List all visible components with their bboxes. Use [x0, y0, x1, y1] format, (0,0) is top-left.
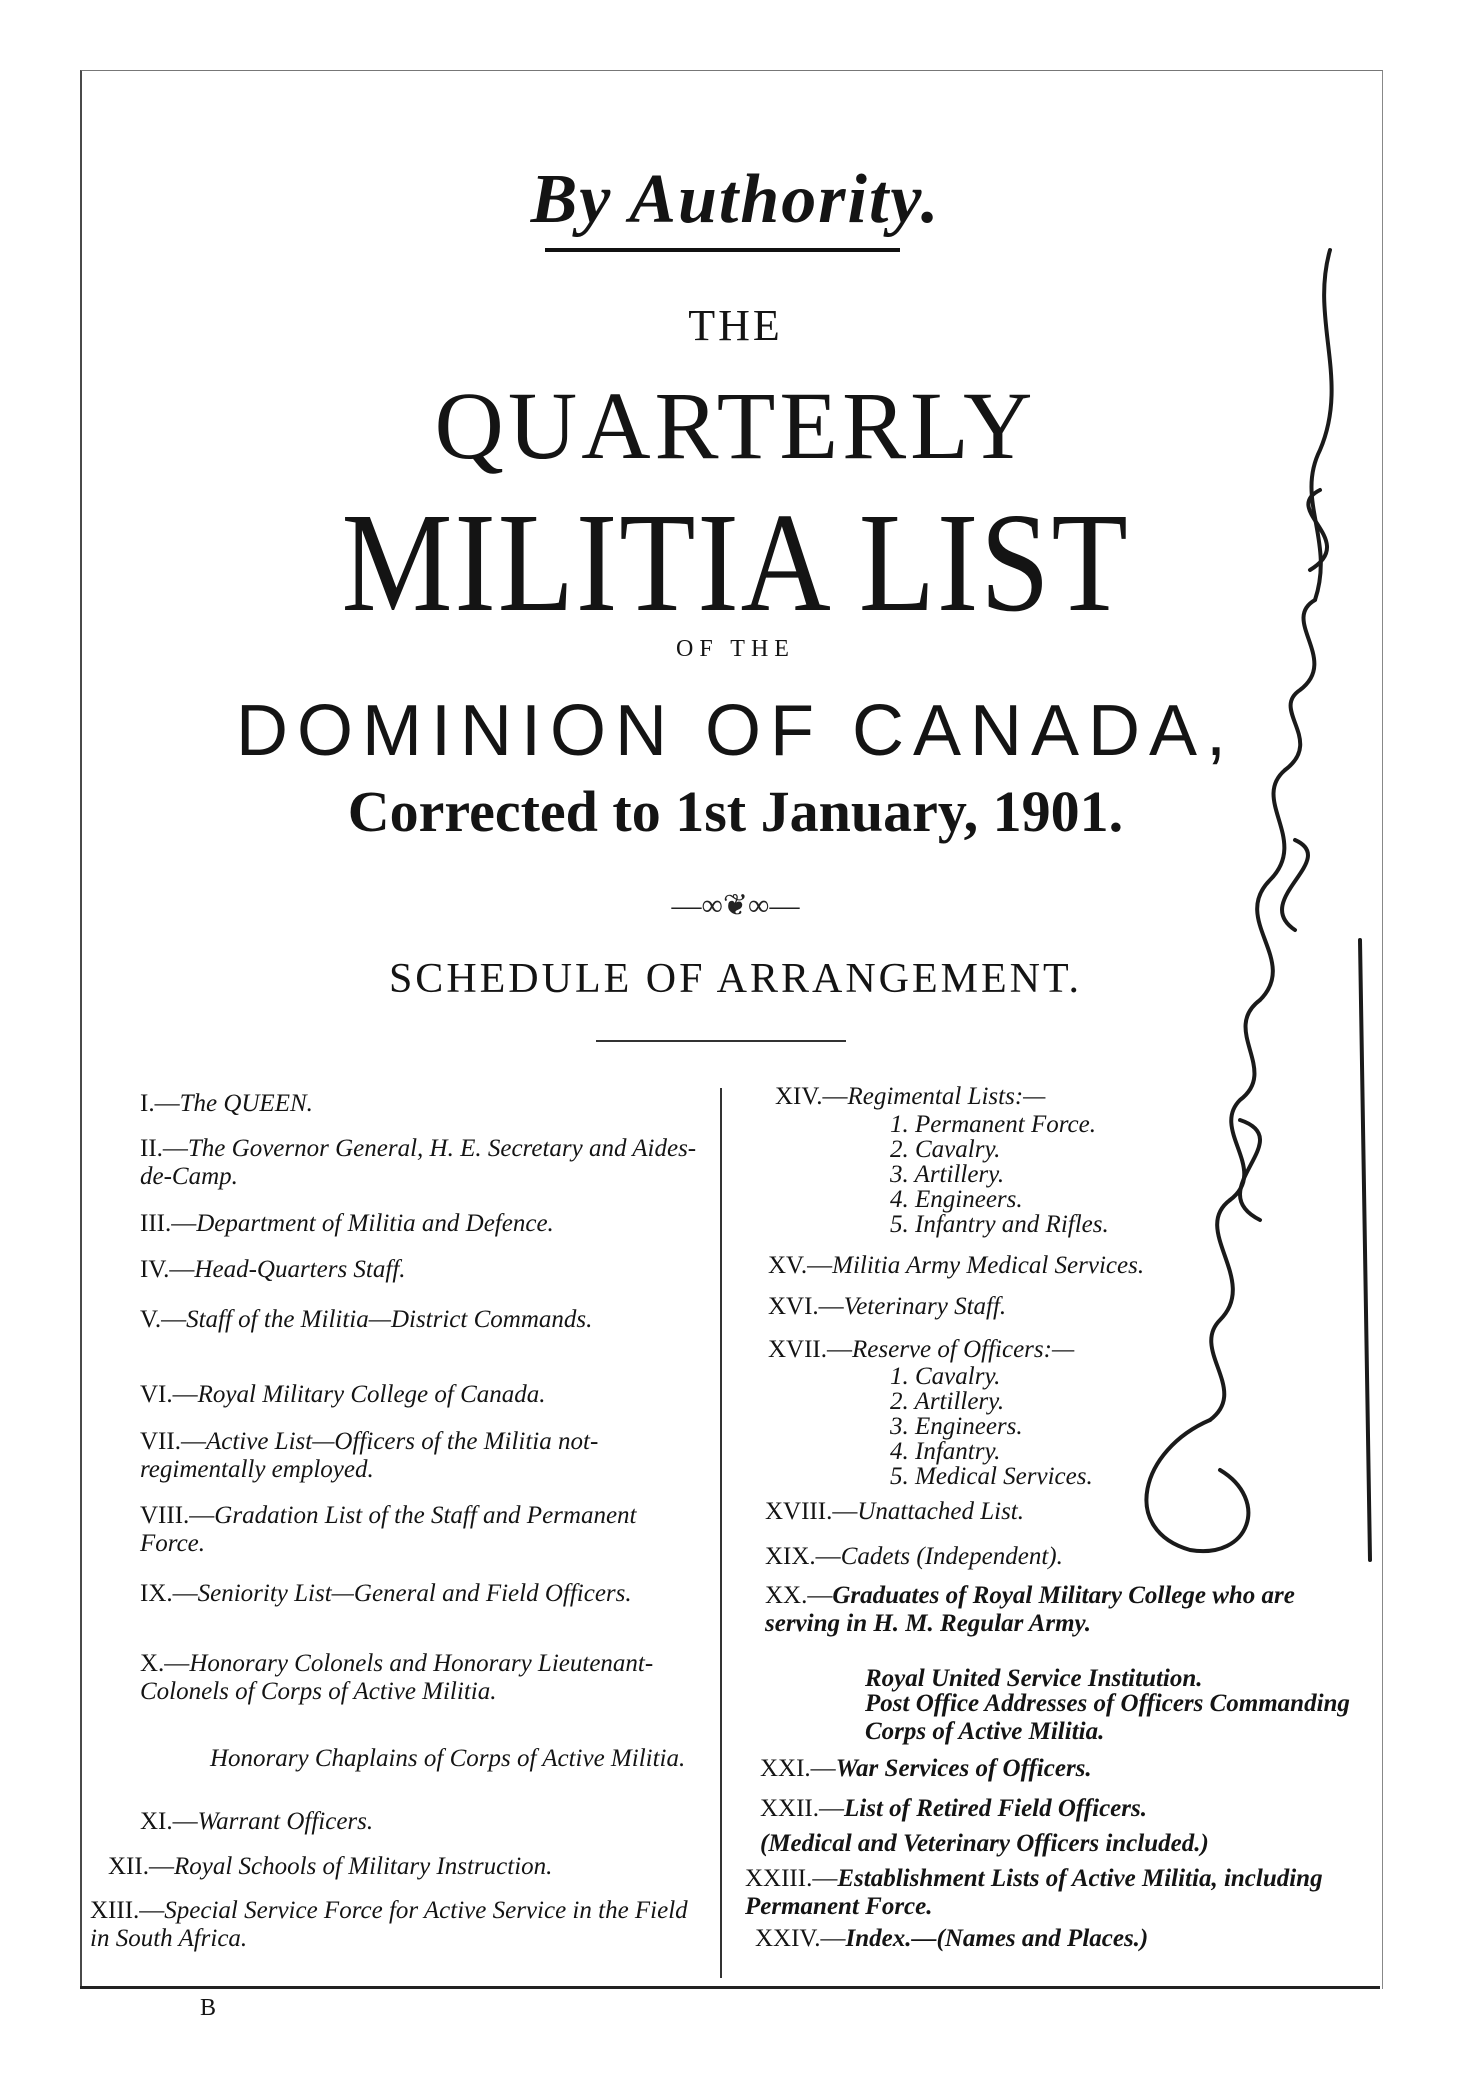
schedule-entry-xiii: XIII.—Special Service Force for Active Service in the Field in South Africa. — [90, 1897, 688, 1952]
schedule-entry-xxi: XXI.—War Services of Officers. — [760, 1755, 1092, 1782]
militia-list-heading: MILITIA LIST — [341, 483, 1130, 641]
the-heading: THE — [688, 301, 783, 350]
of-the-heading: OF THE — [676, 636, 795, 662]
regimental-sublist-item: 1. Permanent Force. — [890, 1111, 1096, 1138]
regimental-sublist-item: 3. Artillery. — [890, 1161, 1005, 1188]
schedule-entry-xviii: XVIII.—Unattached List. — [765, 1498, 1025, 1525]
corrected-date: Corrected to 1st January, 1901. — [347, 779, 1124, 844]
column-divider — [720, 1088, 722, 1978]
handwritten-signature — [1080, 240, 1400, 1580]
schedule-entry-xii: XII.—Royal Schools of Military Instruction. — [108, 1853, 553, 1880]
schedule-entry-viii: VIII.—Gradation List of the Staff and Permanent Force. — [140, 1502, 637, 1557]
schedule-entry-xv: XV.—Militia Army Medical Services. — [768, 1252, 1145, 1279]
schedule-entry-ii: II.—The Governor General, H. E. Secretary and Aides-de-Camp. — [140, 1135, 697, 1190]
reserve-sublist-item: 3. Engineers. — [890, 1413, 1023, 1440]
schedule-entry-xix: XIX.—Cadets (Independent). — [765, 1543, 1063, 1570]
reserve-sublist-item: 1. Cavalry. — [890, 1363, 1001, 1390]
schedule-entry-vii: VII.—Active List—Officers of the Militia not-regimentally employed. — [140, 1428, 599, 1483]
dominion-heading: DOMINION OF CANADA, — [235, 691, 1236, 771]
schedule-entry-xxii-note: (Medical and Veterinary Officers included.) — [760, 1830, 1209, 1857]
bottom-rule — [80, 1986, 1380, 1989]
by-authority-heading: By Authority. — [530, 161, 941, 238]
reserve-sublist-item: 4. Infantry. — [890, 1438, 1001, 1465]
schedule-rule — [596, 1040, 846, 1042]
regimental-sublist-item: 2. Cavalry. — [890, 1136, 1001, 1163]
schedule-entry-xxiv: XXIV.—Index.—(Names and Places.) — [755, 1925, 1149, 1952]
reserve-sublist-item: 2. Artillery. — [890, 1388, 1005, 1415]
ornament-divider: —∞❦∞— — [671, 889, 800, 922]
schedule-entry-post-office: Post Office Addresses of Officers Commanding Corps of Active Militia. — [865, 1690, 1350, 1745]
schedule-entry-xiv: XIV.—Regimental Lists:— — [775, 1083, 1046, 1110]
quarterly-heading: QUARTERLY — [434, 372, 1037, 479]
reserve-sublist-item: 5. Medical Services. — [890, 1463, 1093, 1490]
schedule-entry-ix: IX.—Seniority List—General and Field Officers. — [140, 1580, 632, 1607]
schedule-entry-rusi: Royal United Service Institution. — [865, 1665, 1203, 1692]
schedule-entry-xvii: XVII.—Reserve of Officers:— — [768, 1336, 1075, 1363]
heading-underline — [545, 248, 900, 252]
schedule-entry-xi: XI.—Warrant Officers. — [140, 1808, 374, 1835]
schedule-entry-xx: XX.—Graduates of Royal Military College who are serving in H. M. Regular Army. — [765, 1582, 1295, 1637]
regimental-sublist-item: 4. Engineers. — [890, 1186, 1023, 1213]
schedule-title: SCHEDULE OF ARRANGEMENT. — [388, 956, 1083, 1002]
regimental-sublist-item: 5. Infantry and Rifles. — [890, 1211, 1109, 1238]
sheet-signature-mark: B — [200, 1995, 217, 2021]
schedule-entry-iii: III.—Department of Militia and Defence. — [140, 1210, 554, 1237]
schedule-entry-xxiii: XXIII.—Establishment Lists of Active Militia, including Permanent Force. — [745, 1865, 1323, 1920]
schedule-entry-x: X.—Honorary Colonels and Honorary Lieutenant-Colonels of Corps of Active Militia. — [140, 1650, 654, 1705]
schedule-entry-vi: VI.—Royal Military College of Canada. — [140, 1381, 546, 1408]
schedule-entry-iv: IV.—Head-Quarters Staff. — [140, 1256, 406, 1283]
schedule-entry-xxii: XXII.—List of Retired Field Officers. — [760, 1795, 1147, 1822]
schedule-entry-xvi: XVI.—Veterinary Staff. — [768, 1293, 1007, 1320]
schedule-entry-v: V.—Staff of the Militia—District Commands. — [140, 1306, 593, 1333]
schedule-entry-chaplains: Honorary Chaplains of Corps of Active Militia. — [210, 1745, 686, 1772]
schedule-entry-i: I.—The QUEEN. — [140, 1090, 313, 1117]
